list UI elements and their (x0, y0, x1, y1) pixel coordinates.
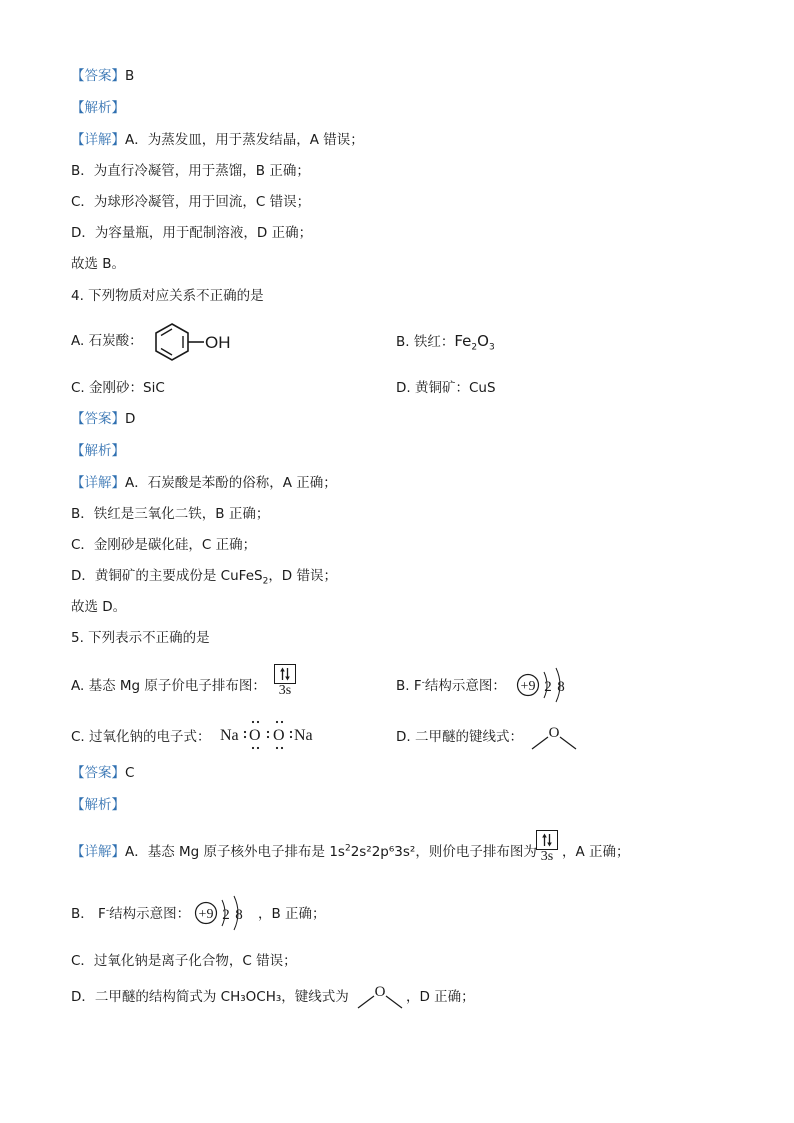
formula-sub: 2 (262, 576, 269, 587)
q5-detail-line-d: D．二甲醚的结构简式为 CH₃OCH₃，键线式为 (71, 989, 349, 1005)
q3-detail-line-a (71, 130, 364, 150)
detail-text: A．基态 Mg 原子核外电子排布是 1s (125, 844, 345, 860)
o-right: O (273, 727, 285, 744)
formula-sub: 3 (488, 342, 495, 353)
q3-detail-line-d: D．为容量瓶，用于配制溶液，D 正确； (71, 225, 313, 241)
detail-text: B． F (71, 906, 106, 922)
q4-detail-line-a (71, 473, 337, 493)
q5-detail-line-b (71, 904, 190, 924)
q5-analysis-tag: 【解析】 (71, 797, 125, 813)
detail-text: ，D 错误； (268, 568, 337, 584)
phenol-structure-icon (150, 320, 240, 364)
spin-arrows-icon (540, 833, 554, 847)
q4-answer (71, 409, 135, 429)
answer-value: C (125, 765, 135, 781)
shell-1-electrons: 2 (222, 907, 230, 923)
orbital-diagram (274, 664, 296, 698)
answer-value: D (125, 411, 136, 427)
shell-2-electrons: 8 (557, 679, 565, 695)
orbital-box (536, 830, 558, 850)
option-label: 结构示意图： (424, 678, 506, 694)
q3-answer (71, 66, 134, 86)
ether-o-label: O (374, 984, 386, 1000)
fluoride-structure-diagram-answer (194, 892, 258, 934)
q5-stem: 5. 下列表示不正确的是 (71, 630, 210, 646)
detail-tag: 【详解】 (71, 844, 125, 860)
charge-sup: - (421, 677, 425, 688)
q4-option-d: D. 黄铜矿：CuS (396, 380, 496, 396)
orbital-label: 3s (540, 849, 554, 864)
detail-text: D．黄铜矿的主要成份是 CuFeS (71, 568, 263, 584)
shell-1-electrons: 2 (544, 679, 552, 695)
phenol-oh-label: OH (205, 333, 231, 352)
q5-detail-line-d-end: ，D 正确； (406, 989, 475, 1005)
detail-tag: 【详解】 (71, 475, 125, 491)
q3-detail-line-b: B．为直行冷凝管，用于蒸馏，B 正确； (71, 163, 310, 179)
q3-conclusion: 故选 B。 (71, 256, 126, 272)
orbital-box (274, 664, 296, 684)
q3-detail-line-c: C．为球形冷凝管，用于回流，C 错误； (71, 194, 311, 210)
q5-option-d: D. 二甲醚的键线式： (396, 729, 523, 745)
na-right: Na (294, 727, 313, 744)
na-left: Na (220, 727, 239, 744)
formula-sub: 2 (471, 342, 478, 353)
answer-tag: 【答案】 (71, 411, 125, 427)
dimethyl-ether-skeletal-formula (528, 724, 580, 752)
ether-o-label: O (548, 725, 560, 741)
spin-arrows-icon (278, 667, 292, 681)
orbital-diagram-answer (536, 830, 558, 864)
q4-detail-line-d (71, 566, 337, 586)
q4-option-c: C. 金刚砂：SiC (71, 380, 165, 396)
detail-text: 2s²2p⁶3s²，则价电子排布图为 (350, 844, 537, 860)
dimethyl-ether-skeletal-formula-answer (354, 983, 406, 1011)
q4-stem: 4. 下列物质对应关系不正确的是 (71, 288, 264, 304)
option-label: B. F (396, 678, 422, 694)
answer-tag: 【答案】 (71, 68, 125, 84)
o-left: O (249, 727, 261, 744)
orbital-label: 3s (278, 683, 292, 698)
sodium-peroxide-electron-formula (218, 718, 322, 752)
detail-tag: 【详解】 (71, 132, 125, 148)
q4-option-b (396, 331, 495, 352)
q4-option-a (71, 331, 143, 351)
q5-option-c: C. 过氧化钠的电子式： (71, 729, 211, 745)
q4-analysis-tag: 【解析】 (71, 443, 125, 459)
detail-text: 结构示意图： (109, 906, 191, 922)
detail-text: A．为蒸发皿，用于蒸发结晶，A 错误； (125, 132, 364, 148)
q5-option-b (396, 676, 506, 696)
formula-fe: Fe (454, 332, 472, 350)
q5-detail-line-c: C．过氧化钠是离子化合物，C 错误； (71, 953, 297, 969)
nucleus-label: +9 (520, 679, 536, 694)
q5-option-a: A. 基态 Mg 原子价电子排布图： (71, 678, 266, 694)
fluoride-structure-diagram (516, 664, 580, 706)
formula-o: O (477, 332, 489, 350)
option-label: A. 石炭酸： (71, 333, 143, 349)
q3-analysis-tag: 【解析】 (71, 100, 125, 116)
q5-detail-line-a: 【详解】A．基态 Mg 原子核外电子排布是 $1s^22s^22p^63s^2$，则价电子排布图为 (71, 843, 537, 860)
answer-value: B (125, 68, 135, 84)
option-label: B. 铁红： (396, 334, 455, 350)
q4-conclusion: 故选 D。 (71, 599, 127, 615)
q5-answer (71, 763, 134, 783)
detail-text: A．石炭酸是苯酚的俗称，A 正确； (125, 475, 337, 491)
q5-detail-line-a-end: ，A 正确； (562, 844, 630, 860)
charge-sup: - (105, 905, 110, 916)
q4-detail-line-c: C．金刚砂是碳化硅，C 正确； (71, 537, 257, 553)
q5-detail-line-b-end: ，B 正确； (258, 906, 326, 922)
shell-2-electrons: 8 (235, 907, 243, 923)
answer-tag: 【答案】 (71, 765, 125, 781)
nucleus-label: +9 (198, 907, 214, 922)
q4-detail-line-b: B．铁红是三氧化二铁，B 正确； (71, 506, 270, 522)
